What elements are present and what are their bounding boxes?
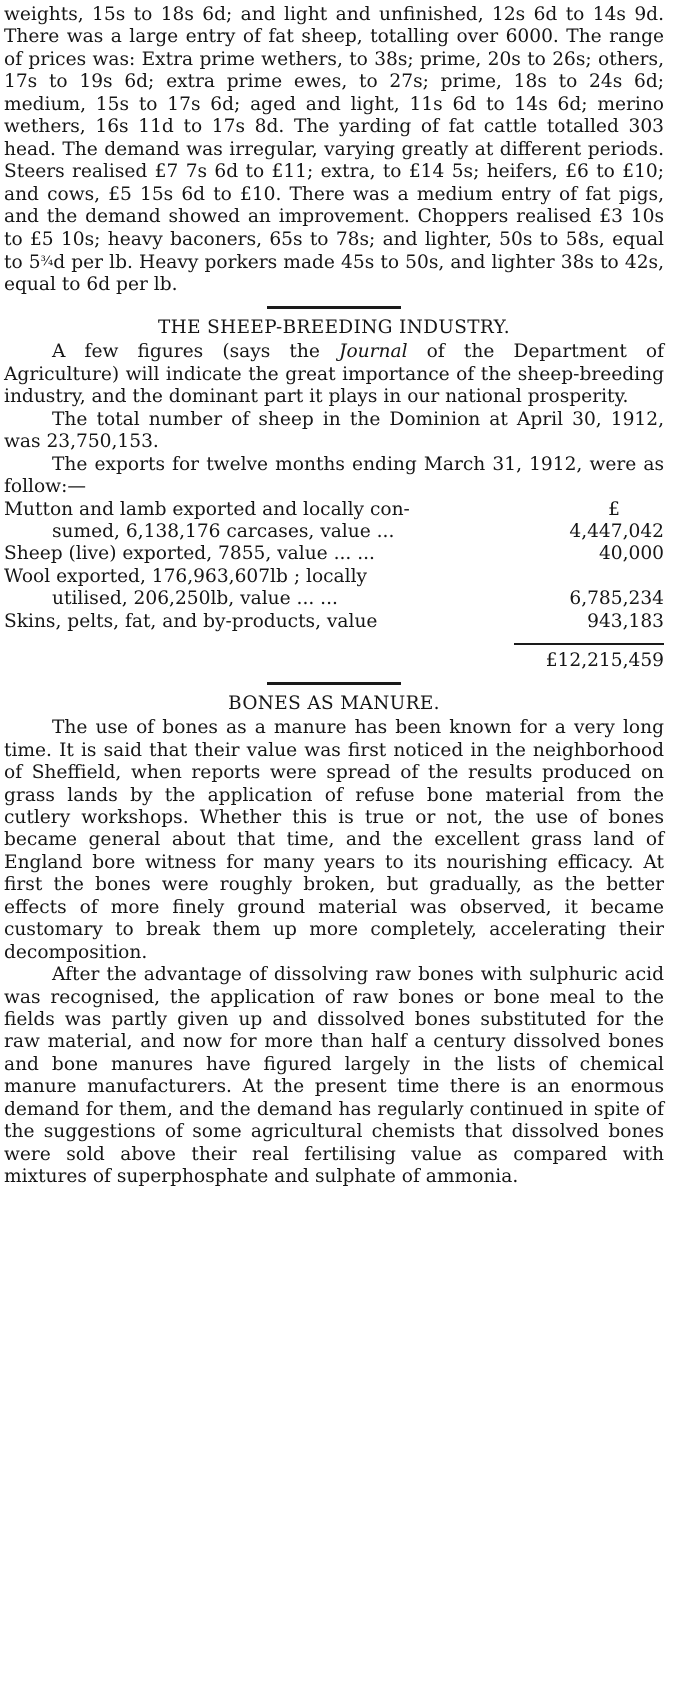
export-amount: 6,785,234 [569,588,664,610]
export-item: Skins, pelts, fat, and by-products, value [4,610,378,632]
bones-paragraph-2: After the advantage of dissolving raw bones with sulphuric acid was recognised, the application of raw bones or bone meal to the fields was partly given up and dissolved bones substituted for the raw material, and now for more than half a century dissolved bones and bone manures have figured largely in the lists of chemical manure manufacturers. At the present time there is an enormous demand for them, and the demand has regularly continued in spite of the suggestions of some agricultural chemists that dissolved bones were sold above their real fertilising value as compared with mixtures of superphosphate and sulphate of ammonia. [4,964,664,1188]
export-item: Sheep (live) exported, 7855, value ... ... [4,543,375,565]
table-row [4,521,664,543]
export-amount: 4,447,042 [569,520,664,542]
sum-rule [514,643,664,645]
export-item-continued: utilised, 206,250lb, value ... ... [52,588,338,610]
intro-text-after: of the Department of Agriculture) will indicate the great importance of the sheep-breeding industry, and the dominant part it plays in our national prosperity. [4,341,665,408]
table-row [4,588,664,610]
journal-title: Journal [339,341,408,363]
export-item: Wool exported, 176,963,607lb ; locally [4,565,368,587]
section-divider [267,306,401,309]
section-heading-bones-manure: BONES AS MANURE. [228,692,440,714]
section-heading-sheep-breeding: THE SHEEP-BREEDING INDUSTRY. [157,316,511,338]
export-item: Mutton and lamb exported and locally con- [4,498,410,520]
bones-paragraph-1: The use of bones as a manure has been known for a very long time. It is said that their value was first noticed in the neighborhood of Sheffield, when reports were spread of the results produced on grass lands by the application of refuse bone material from the cutlery workshops. Whether this is true or not, the use of bones became general about that time, and the excellent grass land of England bore witness for many years to its nourishing efficacy. At first the bones were roughly broken, but gradually, as the better effects of more finely ground material was observed, it became customary to break them up more completely, accelerating their decomposition. [4,717,664,963]
currency-symbol: £ [608,498,620,520]
export-amount: 943,183 [587,610,664,632]
exports-total: £12,215,459 [545,650,664,672]
sheep-breeding-intro [4,341,664,408]
intro-text-before: A few figures (says the [52,341,339,363]
market-report-paragraph [4,4,664,297]
fraction-three-quarters: ¾ [40,253,54,269]
table-row [4,566,664,588]
exports-table [4,499,664,673]
table-row [4,543,664,565]
market-report-text-end: d per lb. Heavy porkers made 45s to 50s, and lighter 38s to 42s, equal to 6d per lb. [4,251,664,296]
total-sheep-paragraph: The total number of sheep in the Dominion at April 30, 1912, was 23,750,153. [4,408,664,453]
exports-intro-paragraph: The exports for twelve months ending March 31, 1912, were as follow:— [4,453,664,498]
table-row [4,499,664,521]
table-row [4,611,664,633]
export-item-continued: sumed, 6,138,176 carcases, value ... [52,520,395,542]
export-amount: 40,000 [598,543,664,565]
market-report-text: weights, 15s to 18s 6d; and light and unfinished, 12s 6d to 14s 9d. There was a large entry of fat sheep, totalling over 6000. The range of prices was: Extra prime wethers, to 38s; prime, 20s to 26s; others, 17s to 19s 6d; extra prime ewes, to 27s; prime, 18s to 24s 6d; medium, 15s to 17s 6d; aged and light, 11s 6d to 14s 6d; merino wethers, 16s 11d to 17s 8d. The yarding of fat cattle totalled 303 head. The demand was irregular, varying greatly at different periods. Steers realised £7 7s 6d to £11; extra, to £14 5s; heifers, £6 to £10; and cows, £5 15s 6d to £10. There was a medium entry of fat pigs, and the demand showed an improvement. Choppers realised £3 10s to £5 10s; heavy baconers, 65s to 78s; and lighter, 50s to 58s, equal to 5 [4,4,664,273]
section-divider [267,682,401,685]
